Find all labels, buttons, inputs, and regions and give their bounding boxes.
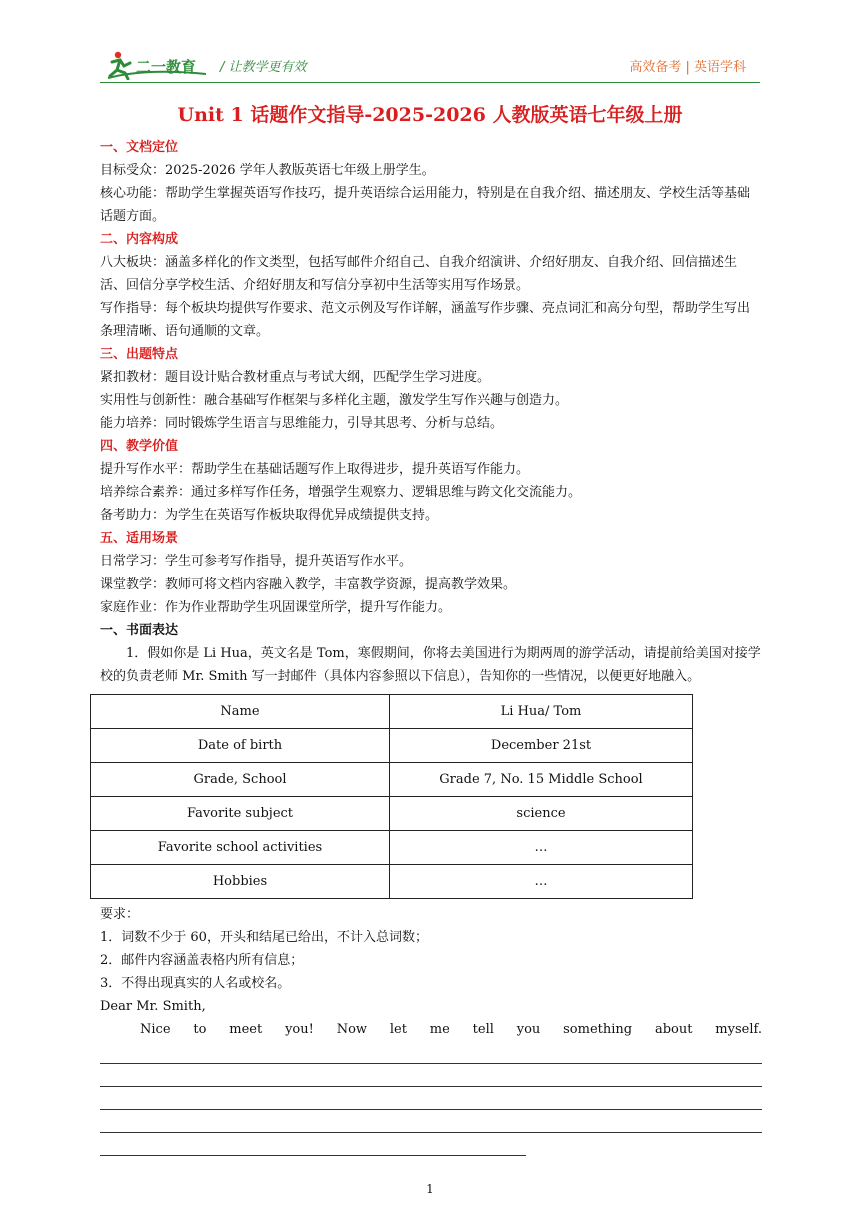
section-content	[100, 228, 762, 343]
opening-word: tell	[472, 1022, 494, 1037]
opening-word: about	[654, 1022, 693, 1037]
table-row	[91, 729, 693, 763]
paragraph: 备考助力：为学生在英语写作板块取得优异成绩提供支持。	[100, 508, 439, 523]
writing-heading: 一、书面表达	[100, 623, 179, 638]
table-cell: Name	[91, 695, 390, 729]
opening-word: you!	[285, 1022, 314, 1037]
table-cell: Hobbies	[91, 865, 390, 899]
table-cell: …	[390, 865, 693, 899]
table-cell: Li Hua/ Tom	[390, 695, 693, 729]
logo	[106, 50, 212, 80]
page-header	[100, 44, 760, 84]
table-cell: Date of birth	[91, 729, 390, 763]
document-body	[100, 136, 762, 1156]
header-subject-label: 高效备考 | 英语学科	[629, 60, 746, 75]
section-heading: 四、教学价值	[100, 439, 179, 454]
header-divider	[100, 82, 760, 83]
letter-opening-line	[100, 1018, 762, 1041]
paragraph: 写作指导：每个板块均提供写作要求、范文示例及写作详解，涵盖写作步骤、亮点词汇和高分句型，帮助学生写出条理清晰、语句通顺的文章。	[100, 301, 751, 339]
paragraph: 课堂教学：教师可将文档内容融入教学，丰富教学资源，提高教学效果。	[100, 577, 517, 592]
section-heading: 一、文档定位	[100, 140, 179, 155]
slogan: / 让教学更有效	[220, 60, 307, 75]
table-cell: December 21st	[390, 729, 693, 763]
opening-word: Now	[336, 1022, 368, 1037]
section-value	[100, 435, 762, 527]
svg-text:二一教育: 二一教育	[136, 58, 197, 76]
table-cell: Favorite school activities	[91, 831, 390, 865]
paragraph: 八大板块：涵盖多样化的作文类型，包括写邮件介绍自己、自我介绍演讲、介绍好朋友、自我介绍、回信描述生活、回信分享学校生活、介绍好朋友和写信分享初中生活等实用写作场景。	[100, 255, 738, 293]
opening-word: something	[563, 1022, 633, 1037]
answer-line[interactable]	[100, 1110, 762, 1133]
paragraph: 家庭作业：作为作业帮助学生巩固课堂所学，提升写作能力。	[100, 600, 452, 615]
paragraph: 紧扣教材：题目设计贴合教材重点与考试大纲，匹配学生学习进度。	[100, 370, 491, 385]
table-row	[91, 865, 693, 899]
page-title: Unit 1 话题作文指导-2025-2026 人教版英语七年级上册	[177, 104, 683, 126]
opening-word: to	[193, 1022, 207, 1037]
table-cell: …	[390, 831, 693, 865]
section-heading: 二、内容构成	[100, 232, 179, 247]
section-positioning	[100, 136, 762, 228]
table-row	[91, 797, 693, 831]
table-row	[91, 695, 693, 729]
section-features	[100, 343, 762, 435]
section-heading: 五、适用场景	[100, 531, 179, 546]
answer-line[interactable]	[100, 1064, 762, 1087]
table-cell: Favorite subject	[91, 797, 390, 831]
writing-task	[100, 619, 762, 1156]
answer-line[interactable]	[100, 1041, 762, 1064]
opening-word: let	[389, 1022, 407, 1037]
opening-word: myself.	[715, 1022, 762, 1037]
paragraph: 培养综合素养：通过多样写作任务，增强学生观察力、逻辑思维与跨文化交流能力。	[100, 485, 582, 500]
opening-word: Nice	[140, 1022, 171, 1037]
requirements-label: 要求：	[100, 907, 140, 922]
table-row	[91, 763, 693, 797]
opening-word: me	[429, 1022, 450, 1037]
opening-word: meet	[229, 1022, 263, 1037]
opening-word: you	[516, 1022, 541, 1037]
requirement-item: 1．词数不少于 60，开头和结尾已给出，不计入总词数；	[100, 930, 428, 945]
page-number: 1	[426, 1182, 434, 1196]
paragraph: 能力培养：同时锻炼学生语言与思维能力，引导其思考、分析与总结。	[100, 416, 504, 431]
paragraph: 日常学习：学生可参考写作指导，提升英语写作水平。	[100, 554, 413, 569]
paragraph: 目标受众：2025-2026 学年人教版英语七年级上册学生。	[100, 163, 435, 178]
requirement-item: 3．不得出现真实的人名或校名。	[100, 976, 291, 991]
info-table	[90, 694, 693, 899]
paragraph: 实用性与创新性：融合基础写作框架与多样化主题，激发学生写作兴趣与创造力。	[100, 393, 569, 408]
table-row	[91, 831, 693, 865]
letter-greeting: Dear Mr. Smith,	[100, 999, 206, 1014]
table-cell: Grade, School	[91, 763, 390, 797]
section-heading: 三、出题特点	[100, 347, 179, 362]
table-cell: Grade 7, No. 15 Middle School	[390, 763, 693, 797]
section-scenarios	[100, 527, 762, 619]
answer-line[interactable]	[100, 1133, 526, 1156]
paragraph: 提升写作水平：帮助学生在基础话题写作上取得进步，提升英语写作能力。	[100, 462, 530, 477]
paragraph: 核心功能：帮助学生掌握英语写作技巧，提升英语综合运用能力，特别是在自我介绍、描述朋友、学校生活等基础话题方面。	[100, 186, 751, 224]
requirement-item: 2．邮件内容涵盖表格内所有信息；	[100, 953, 304, 968]
answer-line[interactable]	[100, 1087, 762, 1110]
writing-prompt: 1．假如你是 Li Hua，英文名是 Tom，寒假期间，你将去美国进行为期两周的游学活动，请提前给美国对接学校的负责老师 Mr. Smith 写一封邮件（具体内容参照以下信息），告知你的一些情况，以便更好地融入。	[100, 646, 761, 684]
table-cell: science	[390, 797, 693, 831]
